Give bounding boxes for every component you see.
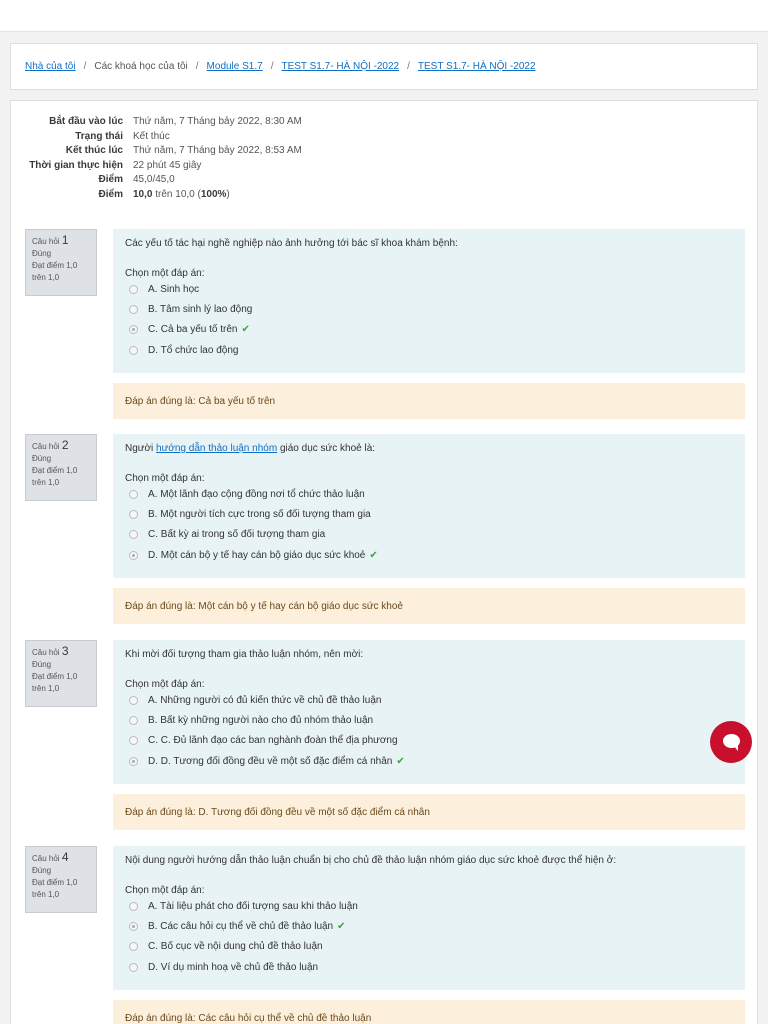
breadcrumb-module[interactable]: Module S1.7 [206, 61, 263, 72]
radio-button[interactable] [129, 490, 138, 499]
breadcrumb [10, 43, 758, 90]
glossary-link[interactable]: hướng dẫn thảo luận nhóm [156, 443, 278, 454]
radio-button-selected[interactable] [129, 757, 138, 766]
grade-percent: 100% [200, 188, 227, 200]
question-mark: Đạt điểm 1,0 trên 1,0 [32, 878, 78, 899]
radio-button-selected[interactable] [129, 551, 138, 560]
radio-button[interactable] [129, 346, 138, 355]
answer-option[interactable] [125, 320, 733, 340]
option-label: B. Một người tích cực trong số đối tượng tham gia [148, 508, 371, 520]
option-label: C. Bố cục về nội dung chủ đề thảo luận [148, 941, 323, 953]
question-label: Câu hỏi [32, 854, 60, 863]
radio-button[interactable] [129, 716, 138, 725]
breadcrumb-test[interactable]: TEST S1.7- HÀ NỘI -2022 [417, 61, 536, 72]
question-label: Câu hỏi [32, 648, 60, 657]
breadcrumb-separator: / [83, 61, 87, 72]
answer-option[interactable] [125, 545, 733, 565]
question-mark: Đạt điểm 1,0 trên 1,0 [32, 261, 78, 282]
summary-completed [11, 144, 331, 159]
option-label: B. Tâm sinh lý lao động [148, 303, 253, 315]
breadcrumb-separator: / [407, 61, 410, 72]
radio-button[interactable] [129, 305, 138, 314]
question-content [113, 846, 745, 990]
summary-value: Thứ năm, 7 Tháng bảy 2022, 8:30 AM [133, 116, 302, 127]
summary-label: Trạng thái [75, 130, 123, 142]
answer-option[interactable] [125, 731, 733, 751]
radio-button[interactable] [129, 736, 138, 745]
summary-value: 45,0/45,0 [133, 174, 175, 185]
option-label: D. Ví dụ minh hoạ về chủ đề thảo luận [148, 961, 319, 973]
answer-option[interactable] [125, 896, 733, 916]
answer-feedback: Đáp án đúng là: Cả ba yếu tố trên [113, 383, 745, 419]
question-mark: Đạt điểm 1,0 trên 1,0 [32, 672, 78, 693]
option-label: B. Các câu hỏi cụ thể về chủ đề thảo luận [148, 920, 334, 932]
answer-option[interactable] [125, 504, 733, 524]
check-icon: ✔ [241, 324, 250, 336]
question-info [25, 434, 97, 501]
answer-prompt: Chọn một đáp án: [125, 679, 205, 690]
summary-value: Kết thúc [133, 130, 170, 142]
question-number: 4 [61, 850, 69, 864]
quiz-review [10, 100, 758, 1024]
radio-button[interactable] [129, 942, 138, 951]
question-label: Câu hỏi [32, 442, 60, 451]
grade-score: 10,0 [133, 188, 153, 200]
option-label: C. Cả ba yếu tố trên [148, 324, 238, 336]
option-label: A. Một lãnh đạo cộng đồng nơi tổ chức thảo luận [148, 488, 365, 500]
option-label: A. Sinh học [148, 283, 200, 295]
option-label: D. D. Tương đối đồng đều về một số đặc điểm cá nhân [148, 755, 393, 767]
radio-button[interactable] [129, 510, 138, 519]
question-text [125, 443, 733, 454]
question-status: Đúng [32, 454, 52, 463]
option-label: A. Tài liệu phát cho đối tượng sau khi thảo luận [148, 900, 358, 912]
question-text-start: Người [125, 443, 157, 454]
breadcrumb-separator: / [195, 61, 199, 72]
answer-prompt: Chọn một đáp án: [125, 473, 205, 484]
answer-option[interactable] [125, 484, 733, 504]
question-mark: Đạt điểm 1,0 trên 1,0 [32, 466, 78, 487]
answer-option[interactable] [125, 957, 733, 977]
question-number: 1 [61, 233, 69, 247]
answer-feedback: Đáp án đúng là: Các câu hỏi cụ thể về chủ đề thảo luận [113, 1000, 745, 1024]
grade-out-of: trên 10,0 ( [152, 188, 201, 200]
radio-button-selected[interactable] [129, 922, 138, 931]
top-navbar [0, 0, 768, 32]
summary-started [11, 115, 331, 130]
chat-button[interactable] [710, 721, 752, 763]
answer-prompt: Chọn một đáp án: [125, 885, 205, 896]
question-status: Đúng [32, 249, 52, 258]
summary-label: Thời gian thực hiện [29, 159, 123, 171]
breadcrumb-my-courses: Các khoá học của tôi [94, 61, 188, 72]
answer-option[interactable] [125, 916, 733, 936]
chat-icon-tail [733, 745, 738, 751]
summary-grade [11, 188, 331, 203]
radio-button[interactable] [129, 902, 138, 911]
question-status: Đúng [32, 660, 52, 669]
question-text: Nội dung người hướng dẫn thảo luận chuẩn bị cho chủ đề thảo luận nhóm giáo dục sức khoẻ được thể hiện ở: [125, 855, 617, 866]
question-status: Đúng [32, 866, 52, 875]
breadcrumb-home[interactable]: Nhà của tôi [25, 61, 76, 72]
answer-option[interactable] [125, 525, 733, 545]
answer-option[interactable] [125, 751, 733, 771]
answer-option[interactable] [125, 937, 733, 957]
question-content [113, 229, 745, 373]
check-icon: ✔ [396, 755, 405, 767]
answer-prompt: Chọn một đáp án: [125, 268, 205, 279]
question-info [25, 229, 97, 296]
breadcrumb-separator: / [270, 61, 274, 72]
summary-label: Bắt đầu vào lúc [49, 116, 123, 127]
option-label: D. Một cán bộ y tế hay cán bộ giáo dục sức khoẻ [148, 549, 366, 561]
answer-option[interactable] [125, 690, 733, 710]
answer-feedback: Đáp án đúng là: Một cán bộ y tế hay cán bộ giáo dục sức khoẻ [113, 588, 745, 624]
option-label: D. Tổ chức lao động [148, 344, 239, 356]
question-number: 3 [61, 644, 69, 658]
answer-option[interactable] [125, 710, 733, 730]
radio-button[interactable] [129, 285, 138, 294]
radio-button-selected[interactable] [129, 325, 138, 334]
summary-state [11, 130, 331, 145]
question-text-end: giáo dục sức khoẻ là: [277, 443, 376, 454]
answer-option[interactable] [125, 279, 733, 299]
option-label: C. Bất kỳ ai trong số đối tượng tham gia [148, 529, 326, 541]
summary-time [11, 159, 331, 174]
grade-close: ) [226, 188, 230, 200]
summary-label: Điểm [98, 174, 123, 185]
check-icon: ✔ [337, 920, 346, 932]
radio-button[interactable] [129, 530, 138, 539]
question-number: 2 [61, 438, 69, 452]
summary-value: Thứ năm, 7 Tháng bảy 2022, 8:53 AM [133, 145, 302, 156]
question-content [113, 434, 745, 578]
summary-label: Kết thúc lúc [65, 145, 123, 156]
attempt-summary [11, 115, 331, 202]
summary-value [123, 188, 331, 203]
summary-value: 22 phút 45 giây [133, 159, 202, 171]
question-info [25, 640, 97, 707]
answer-feedback: Đáp án đúng là: D. Tương đối đồng đều về một số đặc điểm cá nhân [113, 794, 745, 830]
question-text: Các yếu tố tác hại nghề nghiệp nào ảnh hưởng tới bác sĩ khoa khám bệnh: [125, 238, 458, 249]
option-label: C. C. Đủ lãnh đạo các ban nghành đoàn thể địa phương [148, 735, 398, 747]
question-label: Câu hỏi [32, 237, 60, 246]
option-label: B. Bất kỳ những người nào cho đủ nhóm thảo luận [148, 714, 374, 726]
breadcrumb-test-section[interactable]: TEST S1.7- HÀ NỘI -2022 [281, 61, 400, 72]
question-content [113, 640, 745, 784]
question-info [25, 846, 97, 913]
check-icon: ✔ [369, 549, 378, 561]
question-text: Khi mời đối tượng tham gia thảo luận nhóm, nên mời: [125, 649, 364, 660]
answer-option[interactable] [125, 340, 733, 360]
radio-button[interactable] [129, 963, 138, 972]
option-label: A. Những người có đủ kiến thức về chủ đề thảo luận [148, 694, 382, 706]
answer-option[interactable] [125, 299, 733, 319]
summary-marks [11, 173, 331, 188]
radio-button[interactable] [129, 696, 138, 705]
summary-label: Điểm [98, 188, 123, 200]
